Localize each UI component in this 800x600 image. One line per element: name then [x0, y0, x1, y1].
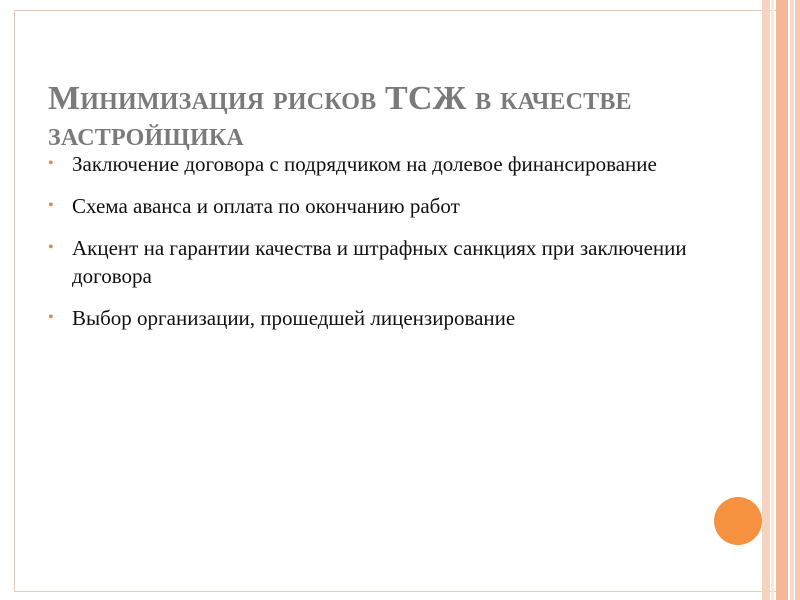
decorative-stripe: [762, 0, 770, 600]
bullet-icon: •: [48, 197, 54, 214]
accent-circle-icon: [714, 497, 762, 545]
bullet-text: Схема аванса и оплата по окончанию работ: [72, 194, 460, 218]
slide-title-line-2: застройщика: [48, 115, 244, 153]
decorative-stripe: [776, 0, 788, 600]
bullet-item: [48, 234, 698, 290]
bullet-item: [48, 150, 698, 178]
slide-title-line-1: Минимизация рисков ТСЖ в качестве: [48, 79, 632, 117]
bullet-text: Заключение договора с подрядчиком на долевое финансирование: [72, 152, 657, 176]
bullet-icon: •: [48, 239, 54, 256]
bullet-item: [48, 192, 698, 220]
bullet-icon: •: [48, 155, 54, 172]
bullet-icon: •: [48, 309, 54, 326]
bullet-text: Акцент на гарантии качества и штрафных санкциях при заключении договора: [72, 236, 687, 288]
bullet-text: Выбор организации, прошедшей лицензирование: [72, 306, 516, 330]
decorative-stripe: [771, 0, 774, 600]
bullet-item: [48, 304, 698, 332]
bullet-list: [48, 150, 698, 346]
slide-title: [48, 81, 648, 153]
decorative-stripe: [790, 0, 794, 600]
decorative-stripe: [795, 0, 800, 600]
